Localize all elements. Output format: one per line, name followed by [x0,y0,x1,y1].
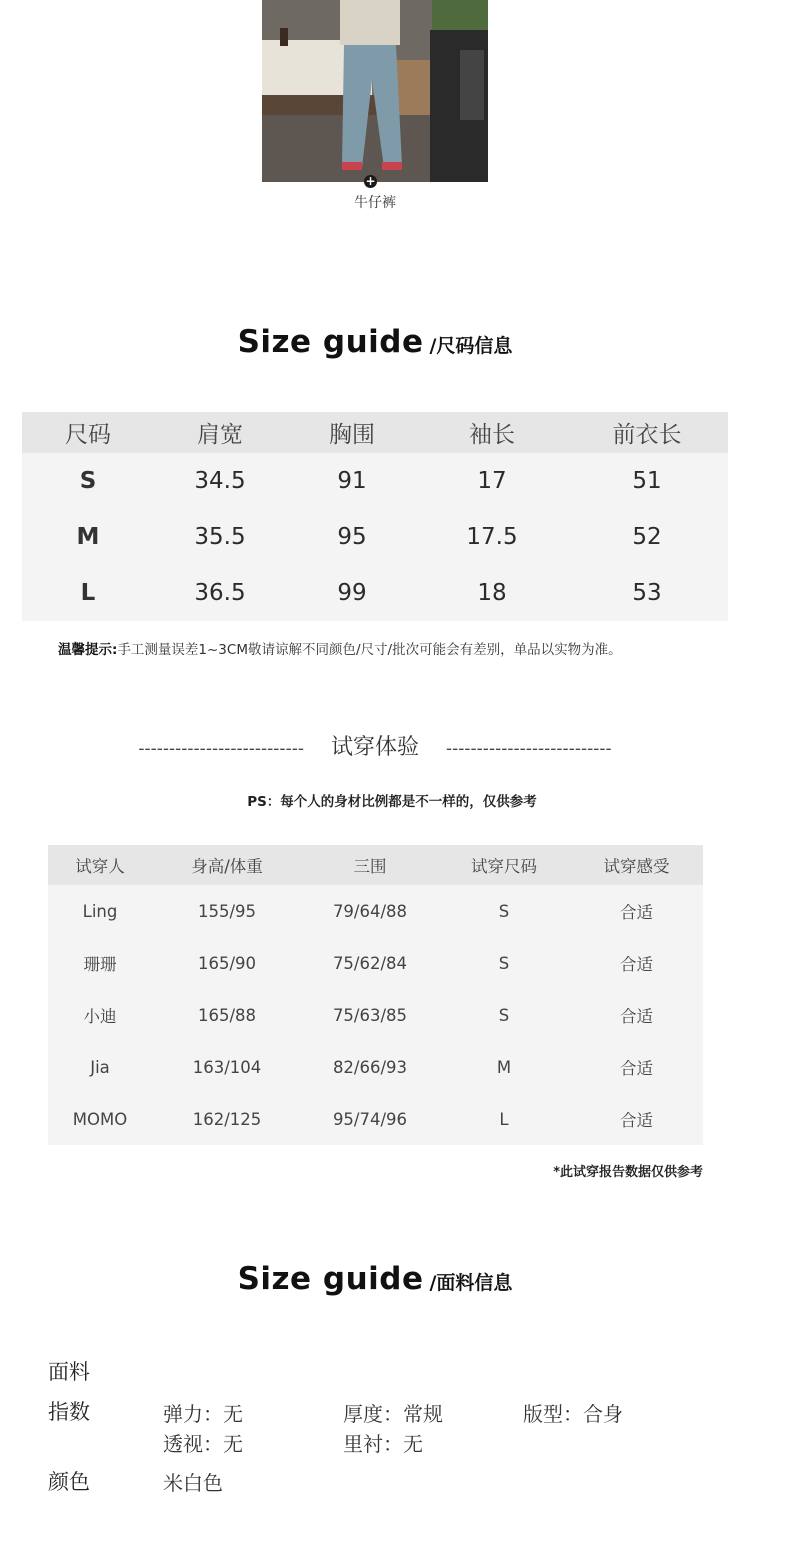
tryon-table-header [48,845,703,885]
table-row [48,885,703,937]
table-cell: M [76,524,100,550]
fabric-title-zh: /面料信息 [429,1272,513,1294]
table-cell: L [80,580,96,606]
header-tester: 试穿人 [75,857,125,876]
table-cell: 53 [632,580,662,606]
product-photo [262,0,488,182]
table-row [48,937,703,989]
table-cell: S [498,953,510,973]
table-cell: 165/90 [197,953,257,973]
table-cell: 155/95 [197,901,257,921]
table-cell: 34.5 [194,468,246,494]
table-cell: S [498,1005,510,1025]
table-cell: 18 [477,580,507,606]
header-shoulder: 肩宽 [197,422,243,448]
table-cell: 珊珊 [83,955,117,974]
table-cell: 91 [337,468,367,494]
table-row [22,509,728,565]
table-cell: 17 [477,468,507,494]
table-row [48,989,703,1041]
tryon-table [48,845,703,1145]
tryon-title: 试穿体验 [330,735,419,760]
size-table-header [22,412,728,453]
header-feeling: 试穿感受 [603,857,670,876]
fit-value: 版型：合身 [523,1402,623,1426]
thickness-value: 厚度：常规 [343,1402,443,1426]
tip-text: 手工测量误差1~3CM敬请谅解不同颜色/尺寸/批次可能会有差别，单品以实物为准。 [117,642,622,658]
table-cell: 小迪 [83,1007,117,1026]
tryon-heading [0,730,750,761]
measurement-tip [58,638,622,658]
table-cell: 165/88 [197,1005,257,1025]
table-cell: L [499,1109,509,1129]
fabric-label: 面料 [48,1360,90,1384]
fabric-title-en: Size guide [237,1261,424,1297]
table-cell: 36.5 [194,580,246,606]
header-size: 尺码 [65,422,111,448]
table-cell: S [79,468,97,494]
size-guide-heading [0,324,750,360]
table-cell: 95/74/96 [332,1109,408,1129]
header-measurements: 三围 [353,857,387,876]
table-cell: MOMO [72,1109,128,1129]
table-row [22,453,728,509]
index-label: 指数 [48,1400,90,1424]
header-length: 前衣长 [612,422,682,448]
product-caption: 牛仔裤 [354,195,396,211]
table-cell: 75/62/84 [332,953,408,973]
table-cell: 75/63/85 [332,1005,408,1025]
size-table [22,412,728,621]
table-cell: 163/104 [192,1057,262,1077]
table-cell: 合适 [620,1007,653,1026]
table-cell: S [498,901,510,921]
table-cell: 162/125 [192,1109,262,1129]
fabric-heading [0,1261,750,1297]
size-guide-title-zh: /尺码信息 [429,335,513,357]
color-label: 颜色 [48,1470,90,1494]
table-cell: 合适 [620,1059,653,1078]
size-guide-title-en: Size guide [237,324,424,360]
sheerness-value: 透视：无 [163,1432,243,1456]
divider-left: --------------------------- [138,739,304,759]
table-row [48,1041,703,1093]
tip-label: 温馨提示: [58,642,118,658]
table-cell: M [496,1057,512,1077]
lining-value: 里衬：无 [343,1432,423,1456]
ps-note: PS：每个人的身材比例都是不一样的，仅供参考 [247,794,537,810]
table-cell: 99 [337,580,367,606]
table-cell: Jia [90,1057,110,1077]
table-cell: 合适 [620,1111,653,1130]
color-value: 米白色 [163,1471,223,1495]
header-tryon-size: 试穿尺码 [471,857,537,876]
table-cell: 95 [337,524,367,550]
table-cell: 52 [632,524,662,550]
table-row [48,1093,703,1145]
report-note: *此试穿报告数据仅供参考 [553,1165,703,1180]
table-cell: 合适 [620,955,653,974]
table-cell: 82/66/93 [332,1057,408,1077]
table-cell: 51 [632,468,662,494]
plus-icon[interactable]: + [365,174,376,188]
divider-right: --------------------------- [446,739,612,759]
table-cell: 79/64/88 [332,901,408,921]
table-cell: Ling [82,901,118,921]
table-cell: 35.5 [194,524,246,550]
table-cell: 合适 [620,903,653,922]
header-chest: 胸围 [329,422,375,448]
elasticity-value: 弹力：无 [163,1402,243,1426]
header-sleeve: 袖长 [469,422,515,448]
table-row [22,565,728,621]
header-height-weight: 身高/体重 [191,857,263,876]
table-cell: 17.5 [466,524,518,550]
